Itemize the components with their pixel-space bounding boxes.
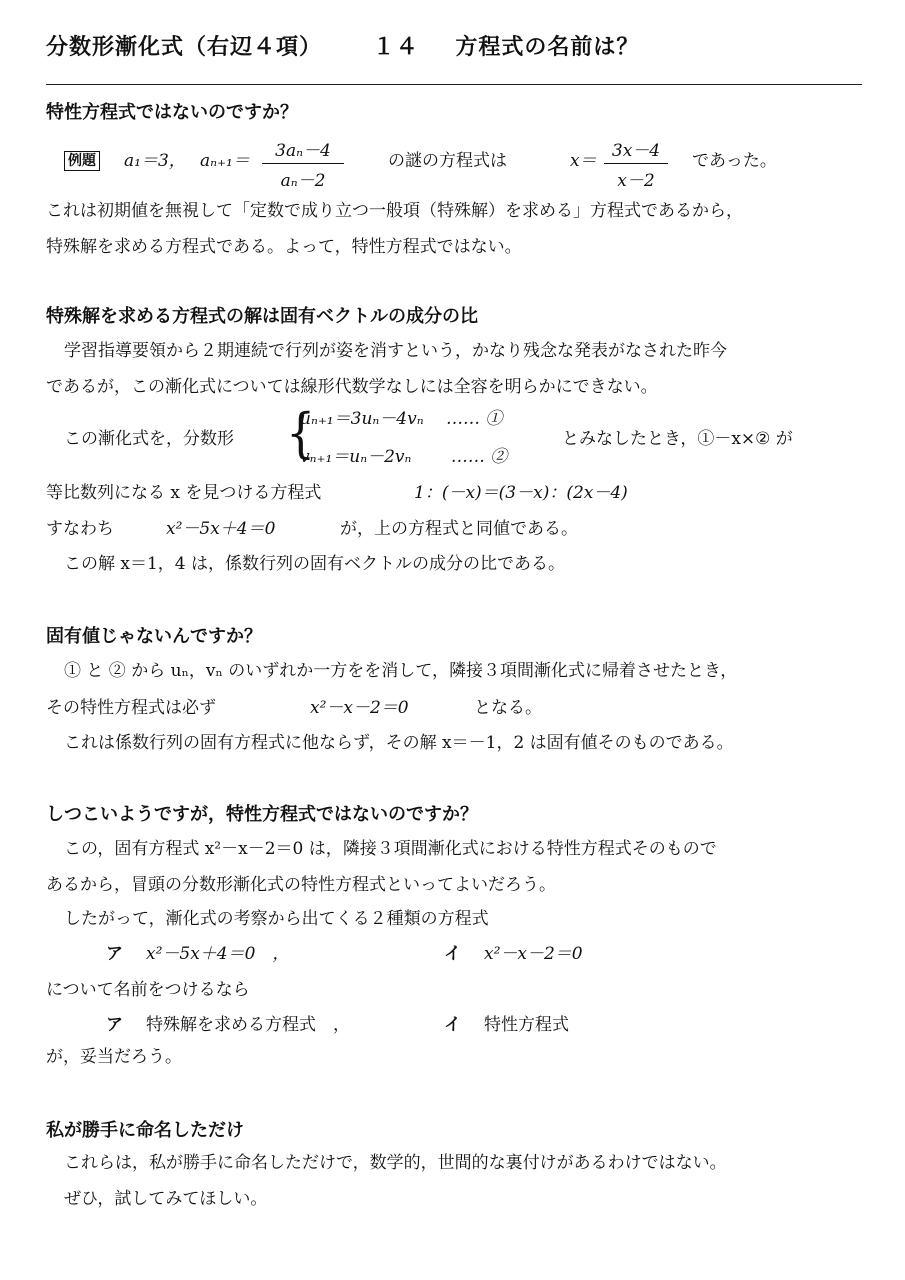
section-heading-3: 固有値じゃないんですか？ xyxy=(46,626,262,647)
name-i: 特性方程式 xyxy=(484,1015,569,1035)
system-equation-2: vₙ₊₁＝uₙ－2vₙ …… ② xyxy=(300,447,508,467)
label-a-name: ア xyxy=(106,1015,123,1035)
name-a: 特殊解を求める方程式 ， xyxy=(146,1015,350,1035)
s3-paragraph-2b: x²－x－2＝0 xyxy=(310,698,409,718)
s2-lead: この漸化式を，分数形 xyxy=(64,429,234,449)
example-fraction xyxy=(262,136,344,191)
title-topic: 方程式の名前は？ xyxy=(455,35,640,60)
s2-paragraph-3a: 等比数列になる x を見つける方程式 xyxy=(46,483,322,503)
s2-paragraph-3b: 1：(－x)＝(3－x)：(2x－4) xyxy=(414,483,628,503)
title-rule xyxy=(46,84,862,85)
page-title xyxy=(46,30,639,61)
title-number: １４ xyxy=(372,35,419,60)
s2-paragraph-4a: すなわち xyxy=(46,519,114,539)
s5-paragraph-2: ぜひ，試してみてほしい。 xyxy=(64,1189,268,1209)
example-mid: の謎の方程式は xyxy=(388,151,507,171)
example-tail: であった。 xyxy=(692,151,777,171)
label-a: ア xyxy=(106,944,123,964)
equation-a: x²－5x＋4＝0 ， xyxy=(146,944,290,964)
example-x-fraction xyxy=(604,136,668,191)
s2-paragraph-1: 学習指導要領から２期連続で行列が姿を消すという，かなり残念な発表がなされた昨今 xyxy=(64,341,727,361)
fraction-bar xyxy=(262,163,344,164)
fraction-bar xyxy=(604,163,668,164)
example-lhs: aₙ₊₁＝ xyxy=(200,151,250,171)
example-denominator: aₙ－2 xyxy=(280,171,326,191)
s2-paragraph-2: であるが，この漸化式については線形代数学なしには全容を明らかにできない。 xyxy=(46,377,658,397)
label-i-name: イ xyxy=(444,1015,461,1035)
section-heading-4: しつこいようですが，特性方程式ではないのですか？ xyxy=(46,804,478,825)
s3-paragraph-1: ① と ② から uₙ，vₙ のいずれか一方をを消して，隣接３項間漸化式に帰着させたとき， xyxy=(64,661,738,681)
s3-paragraph-2c: となる。 xyxy=(474,698,542,718)
example-badge: 例題 xyxy=(64,151,100,171)
example-numerator: 3aₙ－4 xyxy=(275,141,331,161)
equation-i: x²－x－2＝0 xyxy=(484,944,583,964)
s2-paragraph-5: この解 x＝1，4 は，係数行列の固有ベクトルの成分の比である。 xyxy=(64,554,566,574)
s3-paragraph-2a: その特性方程式は必ず xyxy=(46,698,216,718)
system-equation-1: uₙ₊₁＝3uₙ－4vₙ …… ① xyxy=(300,409,503,429)
s4-paragraph-1: この，固有方程式 x²－x－2＝0 は，隣接３項間漸化式における特性方程式そのもので xyxy=(64,839,717,859)
s4-paragraph-2: あるから，冒頭の分数形漸化式の特性方程式といってよいだろう。 xyxy=(46,875,556,895)
s2-paragraph-4b: x²－5x＋4＝0 xyxy=(166,519,276,539)
s5-paragraph-1: これらは，私が勝手に命名しただけで，数学的，世間的な裏付けがあるわけではない。 xyxy=(64,1153,727,1173)
title-main: 分数形漸化式（右辺４項） xyxy=(46,35,323,60)
example-x-lhs: x＝ xyxy=(570,151,597,171)
example-x-numerator: 3x－4 xyxy=(611,141,661,161)
s4-paragraph-5: が，妥当だろう。 xyxy=(46,1047,182,1067)
s2-after: とみなしたとき，①－x×② が xyxy=(562,429,793,449)
s1-paragraph-1: これは初期値を無視して「定数で成り立つ一般項（特殊解）を求める」方程式であるから， xyxy=(46,201,743,221)
s1-paragraph-2: 特殊解を求める方程式である。よって，特性方程式ではない。 xyxy=(46,237,522,257)
example-x-denominator: x－2 xyxy=(617,171,655,191)
section-heading-1: 特性方程式ではないのですか？ xyxy=(46,102,298,123)
s4-paragraph-3: したがって，漸化式の考察から出てくる２種類の方程式 xyxy=(64,909,489,929)
s2-paragraph-4c: が，上の方程式と同値である。 xyxy=(340,519,578,539)
section-heading-2: 特殊解を求める方程式の解は固有ベクトルの成分の比 xyxy=(46,306,478,327)
system-brace: { xyxy=(286,401,316,465)
s4-paragraph-4: について名前をつけるなら xyxy=(46,980,250,1000)
example-a1: a₁＝3， xyxy=(124,151,186,171)
s3-paragraph-3: これは係数行列の固有方程式に他ならず，その解 x＝－1，2 は固有値そのものである。 xyxy=(64,733,734,753)
section-heading-5: 私が勝手に命名しただけ xyxy=(46,1120,244,1141)
label-i: イ xyxy=(444,944,461,964)
